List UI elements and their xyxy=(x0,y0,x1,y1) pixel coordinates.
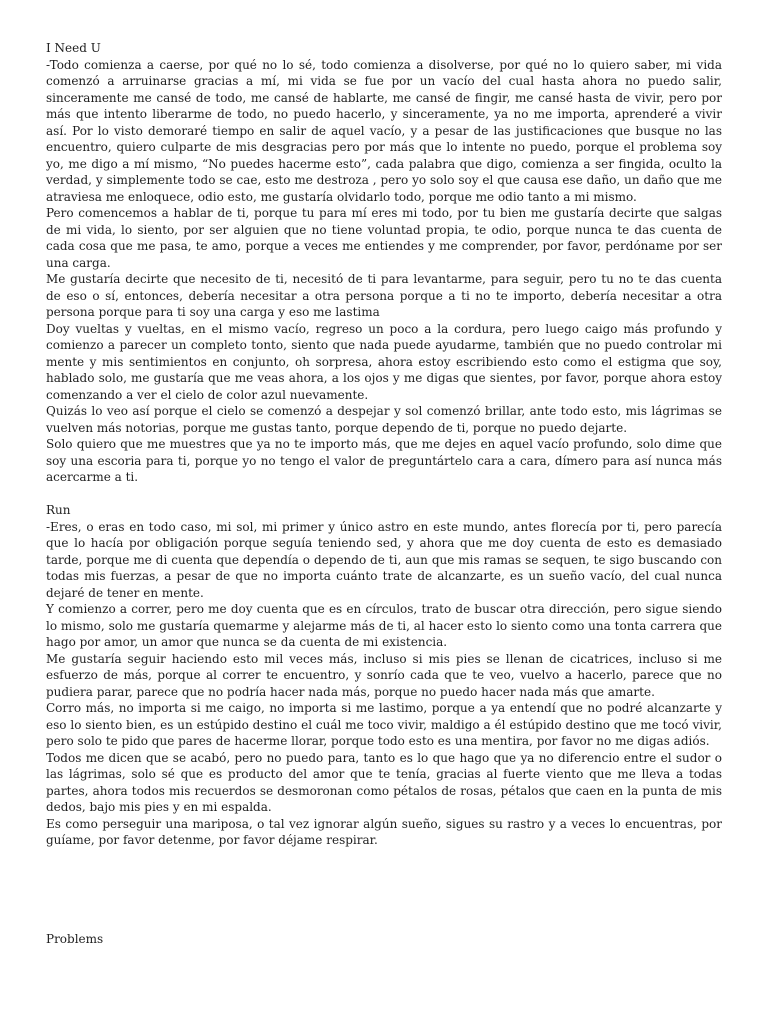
paragraph: -Eres, o eras en todo caso, mi sol, mi primer y único astro en este mundo, antes florecía por ti, pero parecía que lo hacía por obligación porque seguía teniendo sed, y ahora que me doy cuenta de esto es demasiado tarde, porque me di cuenta que dependía o dependo de ti, aun que mis ramas se sequen, te sigo buscando con todas mis fuerzas, a pesar de que no importa cuánto trate de alcanzarte, es un sueño vacío, del cual nunca dejaré de tener en mente. xyxy=(46,519,722,600)
section-run xyxy=(46,502,722,849)
document-page xyxy=(46,40,722,947)
paragraph: Corro más, no importa si me caigo, no importa si me lastimo, porque a ya entendí que no podré alcanzarte y eso lo siento bien, es un estúpido destino el cuál me toco vivir, maldigo a él estúpido destino que me tocó vivir, pero solo te pido que pares de hacerme llorar, porque todo esto es una mentira, por favor no me digas adiós. xyxy=(46,701,722,748)
section-i-need-u xyxy=(46,40,722,486)
paragraph: Es como perseguir una mariposa, o tal vez ignorar algún sueño, sigues su rastro y a veces lo encuentras, por guíame, por favor detenme, por favor déjame respirar. xyxy=(46,816,722,847)
paragraph: Pero comencemos a hablar de ti, porque tu para mí eres mi todo, por tu bien me gustaría decirte que salgas de mi vida, lo siento, por ser alguien que no tiene voluntad propia, te odio, porque nunca te das cuenta de cada cosa que me pasa, te amo, porque a veces me entiendes y me comprender, por favor, perdóname por ser una carga. xyxy=(46,206,722,270)
paragraph: Todos me dicen que se acabó, pero no puedo para, tanto es lo que hago que ya no diferencio entre el sudor o las lágrimas, solo sé que es producto del amor que te tenía, gracias al fuerte viento que me lleva a todas partes, ahora todos mis recuerdos se desmoronan como pétalos de rosas, pétalos que caen en la punta de mis dedos, bajo mis pies y en mi espalda. xyxy=(46,750,722,814)
paragraph: Y comienzo a correr, pero me doy cuenta que es en círculos, trato de buscar otra dirección, pero sigue siendo lo mismo, solo me gustaría quemarme y alejarme más de ti, al hacer esto lo siento como una tonta carrera que hago por amor, un amor que nunca se da cuenta de mi existencia. xyxy=(46,602,722,649)
paragraph: Doy vueltas y vueltas, en el mismo vacío, regreso un poco a la cordura, pero luego caigo más profundo y comienzo a parecer un completo tonto, siento que nada puede ayudarme, también que no puedo controlar mi mente y mis sentimientos en conjunto, oh sorpresa, ahora estoy escribiendo esto como el estigma que soy, hablado solo, me gustaría que me veas ahora, a los ojos y me digas que sientes, por favor, porque ahora estoy comenzando a ver el cielo de color azul nuevamente. xyxy=(46,321,722,402)
paragraph: Solo quiero que me muestres que ya no te importo más, que me dejes en aquel vacío profundo, solo dime que soy una escoria para ti, porque yo no tengo el valor de preguntártelo cara a cara, dímero para así nunca más acercarme a ti. xyxy=(46,437,722,484)
section-title: Problems xyxy=(46,931,104,946)
blank-space xyxy=(46,849,722,931)
section-title: Run xyxy=(46,503,71,517)
section-title: I Need U xyxy=(46,41,101,55)
section-problems xyxy=(46,931,722,948)
paragraph: Me gustaría decirte que necesito de ti, necesitó de ti para levantarme, para seguir, pero tu no te das cuenta de eso o sí, entonces, debería necesitar a otra persona porque a ti no te importo, debería necesitar a otra persona porque para ti soy una carga y eso me lastima xyxy=(46,272,722,319)
paragraph: Quizás lo veo así porque el cielo se comenzó a despejar y sol comenzó brillar, ante todo esto, mis lágrimas se vuelven más notorias, porque me gustas tanto, porque dependo de ti, porque no puedo dejarte. xyxy=(46,404,722,435)
blank-line xyxy=(46,486,722,503)
paragraph: -Todo comienza a caerse, por qué no lo sé, todo comienza a disolverse, por qué no lo quiero saber, mi vida comenzó a arruinarse gracias a mí, mi vida se fue por un vacío del cual hasta ahora no puedo salir, sinceramente me cansé de todo, me cansé de hablarte, me cansé de fingir, me cansé hasta de vivir, pero por más que intento liberarme de todo, no puedo hacerlo, y sinceramente, ya no me importa, aprenderé a vivir así. Por lo visto demoraré tiempo en salir de aquel vacío, y a pesar de las justificaciones que busque no las encuentro, quiero culparte de mis desgracias pero por más que lo intente no puedo, porque el problema soy yo, me digo a mí mismo, “No puedes hacerme esto”, cada palabra que digo, comienza a ser fingida, oculto la verdad, y simplemente todo se cae, esto me destroza , pero yo solo soy el que causa ese daño, un daño que me atraviesa me enloquece, odio esto, me gustaría olvidarlo todo, porque me odio tanto a mi mismo. xyxy=(46,57,722,204)
paragraph: Me gustaría seguir haciendo esto mil veces más, incluso si mis pies se llenan de cicatrices, incluso si me esfuerzo de más, porque al correr te encuentro, y sonrío cada que te veo, vuelvo a hacerlo, parece que no pudiera parar, parece que no podría hacer nada más, porque no puedo hacer nada más que amarte. xyxy=(46,651,722,699)
